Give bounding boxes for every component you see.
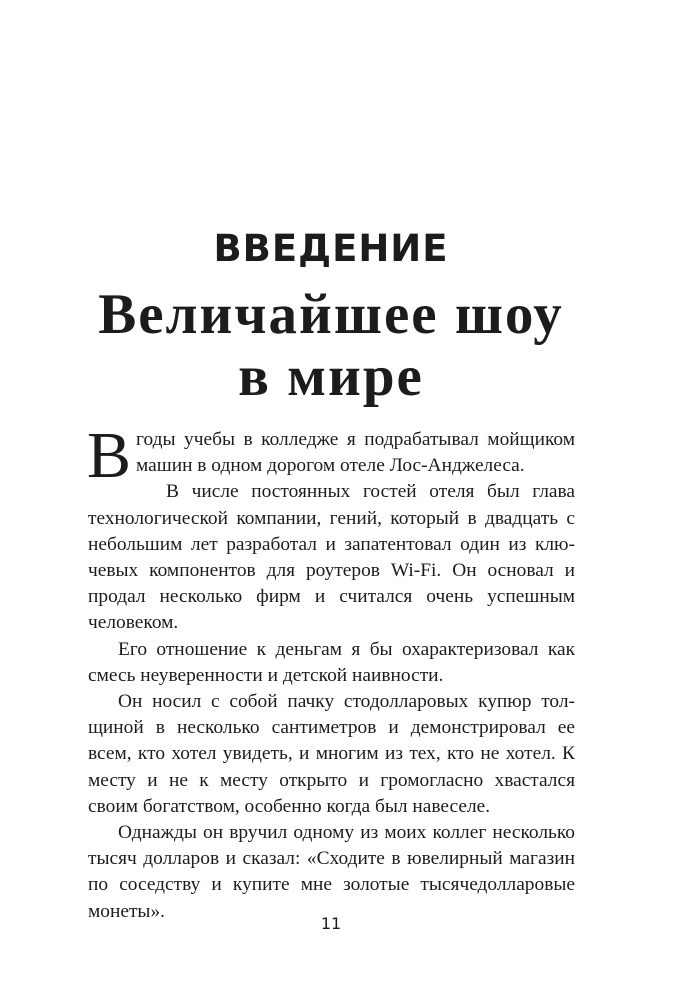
body-text xyxy=(87,419,575,925)
chapter-title xyxy=(0,284,662,408)
paragraph-1-text: годы учебы в колледже я подрабатывал мойщиком машин в одном дорогом отеле Лос-Анджелеса. xyxy=(136,429,575,477)
chapter-title-line-2: в мире xyxy=(238,345,424,408)
paragraph-4: Он носил с собой пачку стодолларовых купюр толщиной в несколько сантиметров и демонстрировал ее всем, кто хотел увидеть, и многим из тех, кто не хотел. К месту и не к месту открыто и громогласно хвастался своим богатством, особенно когда был навеселе. xyxy=(88,691,575,817)
page-number: 11 xyxy=(320,914,342,933)
chapter-title-line-1: Величайшее шоу xyxy=(98,283,564,346)
paragraph-2: В числе постоянных гостей отеля был глава технологической компании, гений, который в двадцать с небольшим лет разработал и запатентовал один из ключевых компонентов для роутеров Wi-Fi. Он основал и продал несколько фирм и считался очень успешным человеком. xyxy=(88,481,575,634)
paragraph-5: Однажды он вручил одному из моих коллег несколько тысяч долларов и сказал: «Сходите в ювелирный магазин по соседству и купите мне золотые тысячедолларовые монеты». xyxy=(88,822,575,922)
chapter-kicker: ВВЕДЕНИЕ xyxy=(213,227,449,270)
drop-cap: В xyxy=(87,419,132,492)
paragraph-1 xyxy=(87,419,575,492)
paragraph-3: Его отношение к деньгам я бы охарактеризовал как смесь неуверенности и детской наивности. xyxy=(88,638,575,686)
